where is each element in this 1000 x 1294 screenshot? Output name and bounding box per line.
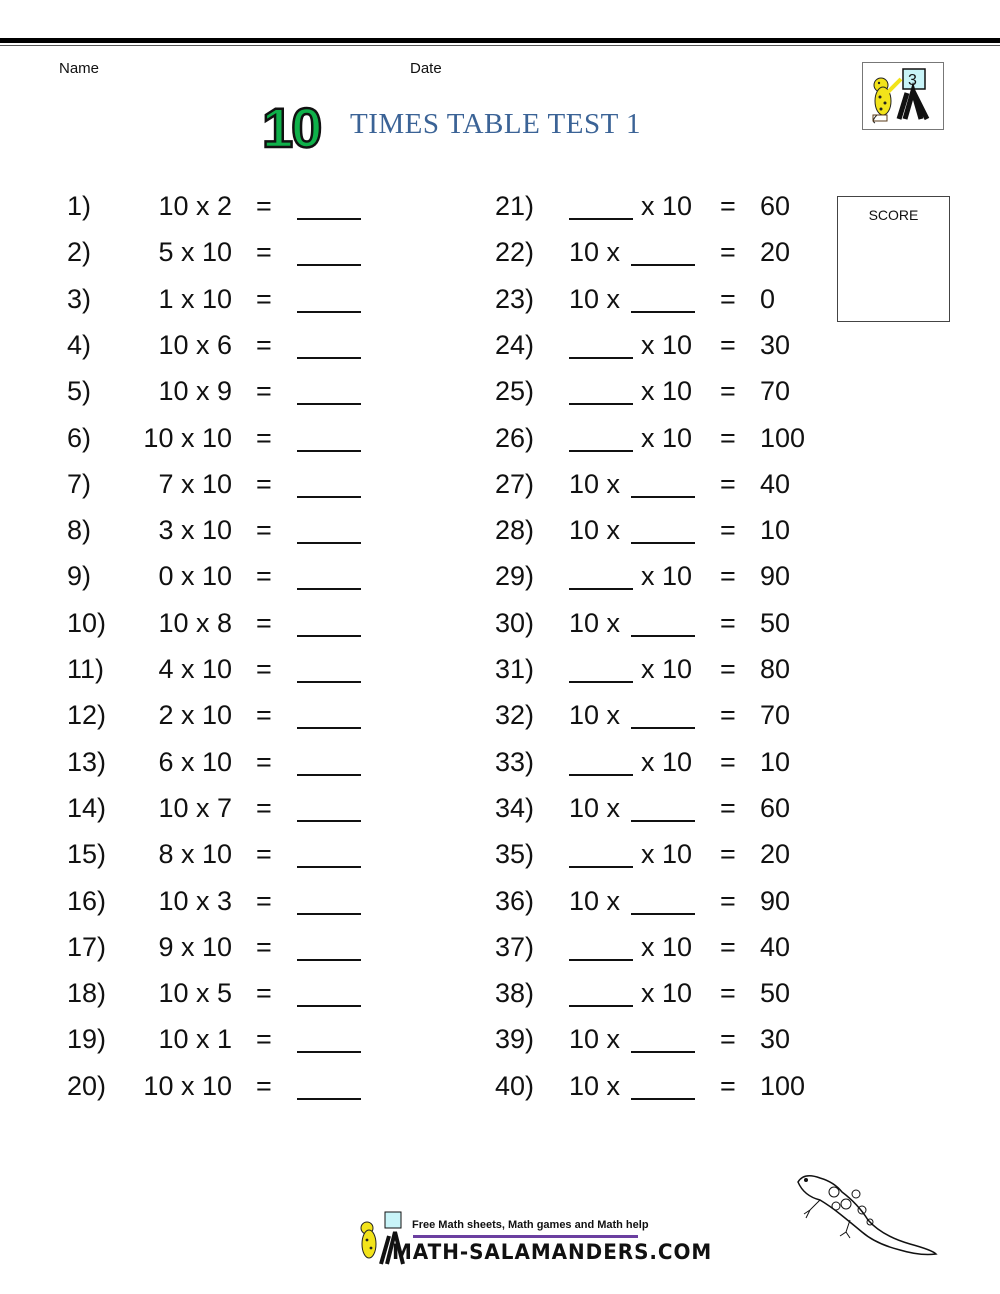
question-row <box>0 1019 900 1059</box>
salamander-mascot-icon <box>790 1170 940 1260</box>
question-number: 36) <box>495 885 535 916</box>
question-expression: 10 x <box>569 468 621 499</box>
answer-blank[interactable] <box>631 287 695 313</box>
answer-blank[interactable] <box>631 472 695 498</box>
page-title: TIMES TABLE TEST 1 <box>350 108 642 140</box>
question-expression: x 10 <box>641 561 693 592</box>
question-expression: x 10 <box>641 931 693 962</box>
answer-blank[interactable] <box>569 333 633 359</box>
equals-sign: = <box>256 839 272 870</box>
equals-sign: = <box>256 1024 272 1055</box>
equals-sign: = <box>720 978 736 1009</box>
equals-sign: = <box>720 422 736 453</box>
question-number: 33) <box>495 746 535 777</box>
question-expression: 5 x 10 <box>158 237 232 268</box>
footer-tagline: Free Math sheets, Math games and Math help <box>412 1219 649 1231</box>
answer-blank[interactable] <box>569 657 633 683</box>
question-row <box>0 742 900 782</box>
result-value: 90 <box>760 885 791 916</box>
question-row <box>0 464 900 504</box>
question-number: 13) <box>67 746 107 777</box>
question-number: 1) <box>67 191 92 221</box>
question-number: 18) <box>67 978 107 1009</box>
equals-sign: = <box>256 885 272 916</box>
equals-sign: = <box>256 607 272 638</box>
salamander-easel-logo-icon <box>863 63 943 129</box>
equals-sign: = <box>720 515 736 546</box>
answer-blank[interactable] <box>569 564 633 590</box>
svg-text:3: 3 <box>908 72 917 89</box>
answer-blank[interactable] <box>569 426 633 452</box>
question-row <box>0 834 900 874</box>
question-number: 25) <box>495 376 535 407</box>
equals-sign: = <box>256 931 272 962</box>
result-value: 10 <box>760 746 791 777</box>
question-number: 27) <box>495 468 535 499</box>
equals-sign: = <box>720 1024 736 1055</box>
question-number: 31) <box>495 654 535 684</box>
question-row <box>0 556 900 596</box>
question-expression: 10 x 8 <box>158 607 232 638</box>
equals-sign: = <box>720 931 736 962</box>
question-expression: 10 x 5 <box>158 978 232 1009</box>
question-number: 38) <box>495 978 535 1009</box>
equals-sign: = <box>256 237 272 268</box>
equals-sign: = <box>720 792 736 823</box>
equals-sign: = <box>256 283 272 314</box>
result-value: 20 <box>760 839 791 870</box>
question-expression: 10 x 9 <box>158 376 232 407</box>
question-expression: 10 x <box>569 237 621 268</box>
equals-sign: = <box>256 329 272 360</box>
question-row <box>0 371 900 411</box>
question-expression: 2 x 10 <box>158 700 232 731</box>
question-expression: x 10 <box>641 329 693 360</box>
result-value: 100 <box>760 422 806 453</box>
question-row <box>0 418 900 458</box>
question-row <box>0 1066 900 1106</box>
question-expression: 6 x 10 <box>158 746 232 777</box>
question-number: 29) <box>495 561 535 592</box>
question-number: 9) <box>67 561 92 592</box>
result-value: 70 <box>760 376 791 407</box>
question-number: 8) <box>67 515 92 546</box>
top-rule-thick <box>0 38 1000 43</box>
question-row <box>0 649 900 689</box>
result-value: 50 <box>760 607 791 638</box>
footer-site-link[interactable]: MATH-SALAMANDERS.COM <box>392 1240 713 1264</box>
question-expression: 10 x <box>569 1070 621 1101</box>
question-expression: 10 x <box>569 885 621 916</box>
question-number: 2) <box>67 237 92 268</box>
answer-blank[interactable] <box>569 981 633 1007</box>
question-number: 3) <box>67 283 92 314</box>
question-expression: 10 x 2 <box>158 191 232 221</box>
question-number: 21) <box>495 191 535 221</box>
question-expression: x 10 <box>641 978 693 1009</box>
result-value: 50 <box>760 978 791 1009</box>
question-expression: 10 x <box>569 1024 621 1055</box>
question-number: 10) <box>67 607 107 638</box>
score-label: SCORE <box>868 207 919 223</box>
equals-sign: = <box>720 700 736 731</box>
equals-sign: = <box>256 515 272 546</box>
question-number: 24) <box>495 329 535 360</box>
equals-sign: = <box>720 607 736 638</box>
equals-sign: = <box>720 237 736 268</box>
answer-blank[interactable] <box>631 240 695 266</box>
question-number: 23) <box>495 283 535 314</box>
result-value: 60 <box>760 191 791 221</box>
question-expression: 10 x <box>569 283 621 314</box>
question-expression: x 10 <box>641 654 693 684</box>
question-row <box>0 232 900 272</box>
equals-sign: = <box>256 746 272 777</box>
equals-sign: = <box>720 1070 736 1101</box>
equals-sign: = <box>720 329 736 360</box>
question-expression: x 10 <box>641 191 693 221</box>
question-row <box>0 973 900 1013</box>
question-expression: 1 x 10 <box>158 283 232 314</box>
equals-sign: = <box>256 792 272 823</box>
question-number: 34) <box>495 792 535 823</box>
question-expression: x 10 <box>641 376 693 407</box>
times-table-number: 10 <box>262 96 321 159</box>
result-value: 30 <box>760 329 791 360</box>
question-row <box>0 695 900 735</box>
question-row <box>0 186 900 226</box>
question-number: 4) <box>67 329 92 360</box>
equals-sign: = <box>256 1070 272 1101</box>
question-number: 5) <box>67 376 92 407</box>
equals-sign: = <box>720 468 736 499</box>
question-number: 40) <box>495 1070 535 1101</box>
question-row <box>0 927 900 967</box>
question-expression: 10 x 1 <box>158 1024 232 1055</box>
question-number: 20) <box>67 1070 107 1101</box>
date-label: Date <box>410 60 442 77</box>
answer-blank[interactable] <box>569 842 633 868</box>
equals-sign: = <box>256 978 272 1009</box>
result-value: 0 <box>760 283 776 314</box>
question-expression: 10 x <box>569 607 621 638</box>
result-value: 60 <box>760 792 791 823</box>
question-number: 6) <box>67 422 92 453</box>
question-row <box>0 788 900 828</box>
equals-sign: = <box>720 839 736 870</box>
equals-sign: = <box>256 422 272 453</box>
question-expression: 4 x 10 <box>158 654 232 684</box>
result-value: 90 <box>760 561 791 592</box>
question-expression: 8 x 10 <box>158 839 232 870</box>
answer-blank[interactable] <box>631 611 695 637</box>
result-value: 10 <box>760 515 791 546</box>
answer-blank[interactable] <box>569 935 633 961</box>
question-number: 26) <box>495 422 535 453</box>
question-expression: x 10 <box>641 422 693 453</box>
question-row <box>0 325 900 365</box>
top-rule-thin <box>0 45 1000 46</box>
equals-sign: = <box>256 654 272 684</box>
equals-sign: = <box>720 376 736 407</box>
question-expression: 3 x 10 <box>158 515 232 546</box>
question-expression: 10 x <box>569 792 621 823</box>
result-value: 20 <box>760 237 791 268</box>
equals-sign: = <box>256 376 272 407</box>
result-value: 70 <box>760 700 791 731</box>
question-number: 15) <box>67 839 107 870</box>
question-row <box>0 510 900 550</box>
question-number: 11) <box>67 654 105 684</box>
name-label: Name <box>59 60 100 77</box>
question-number: 14) <box>67 792 107 823</box>
result-value: 100 <box>760 1070 806 1101</box>
question-expression: x 10 <box>641 746 693 777</box>
question-expression: x 10 <box>641 839 693 870</box>
question-number: 39) <box>495 1024 535 1055</box>
question-expression: 10 x <box>569 700 621 731</box>
question-number: 32) <box>495 700 535 731</box>
question-row <box>0 279 900 319</box>
answer-blank[interactable] <box>631 1027 695 1053</box>
header-logo <box>862 62 944 130</box>
question-expression: 10 x 3 <box>158 885 232 916</box>
equals-sign: = <box>256 561 272 592</box>
equals-sign: = <box>720 191 736 221</box>
question-number: 28) <box>495 515 535 546</box>
question-expression: 10 x 10 <box>143 422 232 453</box>
question-expression: 7 x 10 <box>158 468 232 499</box>
question-expression: 10 x 10 <box>143 1070 232 1101</box>
question-expression: 10 x <box>569 515 621 546</box>
question-number: 19) <box>67 1024 107 1055</box>
question-expression: 10 x 7 <box>158 792 232 823</box>
answer-blank[interactable] <box>631 703 695 729</box>
equals-sign: = <box>720 283 736 314</box>
question-expression: 9 x 10 <box>158 931 232 962</box>
question-row <box>0 603 900 643</box>
question-number: 30) <box>495 607 535 638</box>
answer-blank[interactable] <box>569 379 633 405</box>
question-number: 12) <box>67 700 107 731</box>
question-row <box>0 881 900 921</box>
equals-sign: = <box>256 468 272 499</box>
answer-blank[interactable] <box>569 194 633 220</box>
question-number: 16) <box>67 885 107 916</box>
question-number: 7) <box>67 468 92 499</box>
result-value: 40 <box>760 931 791 962</box>
answer-blank[interactable] <box>631 518 695 544</box>
equals-sign: = <box>720 561 736 592</box>
equals-sign: = <box>720 885 736 916</box>
answer-blank[interactable] <box>631 889 695 915</box>
question-expression: 10 x 6 <box>158 329 232 360</box>
question-expression: 0 x 10 <box>158 561 232 592</box>
score-box[interactable] <box>837 196 950 322</box>
question-number: 17) <box>67 931 107 962</box>
equals-sign: = <box>256 700 272 731</box>
result-value: 40 <box>760 468 791 499</box>
answer-blank[interactable] <box>631 796 695 822</box>
footer-divider <box>413 1235 638 1238</box>
result-value: 30 <box>760 1024 791 1055</box>
answer-blank[interactable] <box>631 1074 695 1100</box>
result-value: 80 <box>760 654 791 684</box>
question-number: 22) <box>495 237 535 268</box>
question-number: 35) <box>495 839 535 870</box>
equals-sign: = <box>720 746 736 777</box>
answer-blank[interactable] <box>569 750 633 776</box>
question-number: 37) <box>495 931 535 962</box>
equals-sign: = <box>256 191 272 221</box>
equals-sign: = <box>720 654 736 684</box>
